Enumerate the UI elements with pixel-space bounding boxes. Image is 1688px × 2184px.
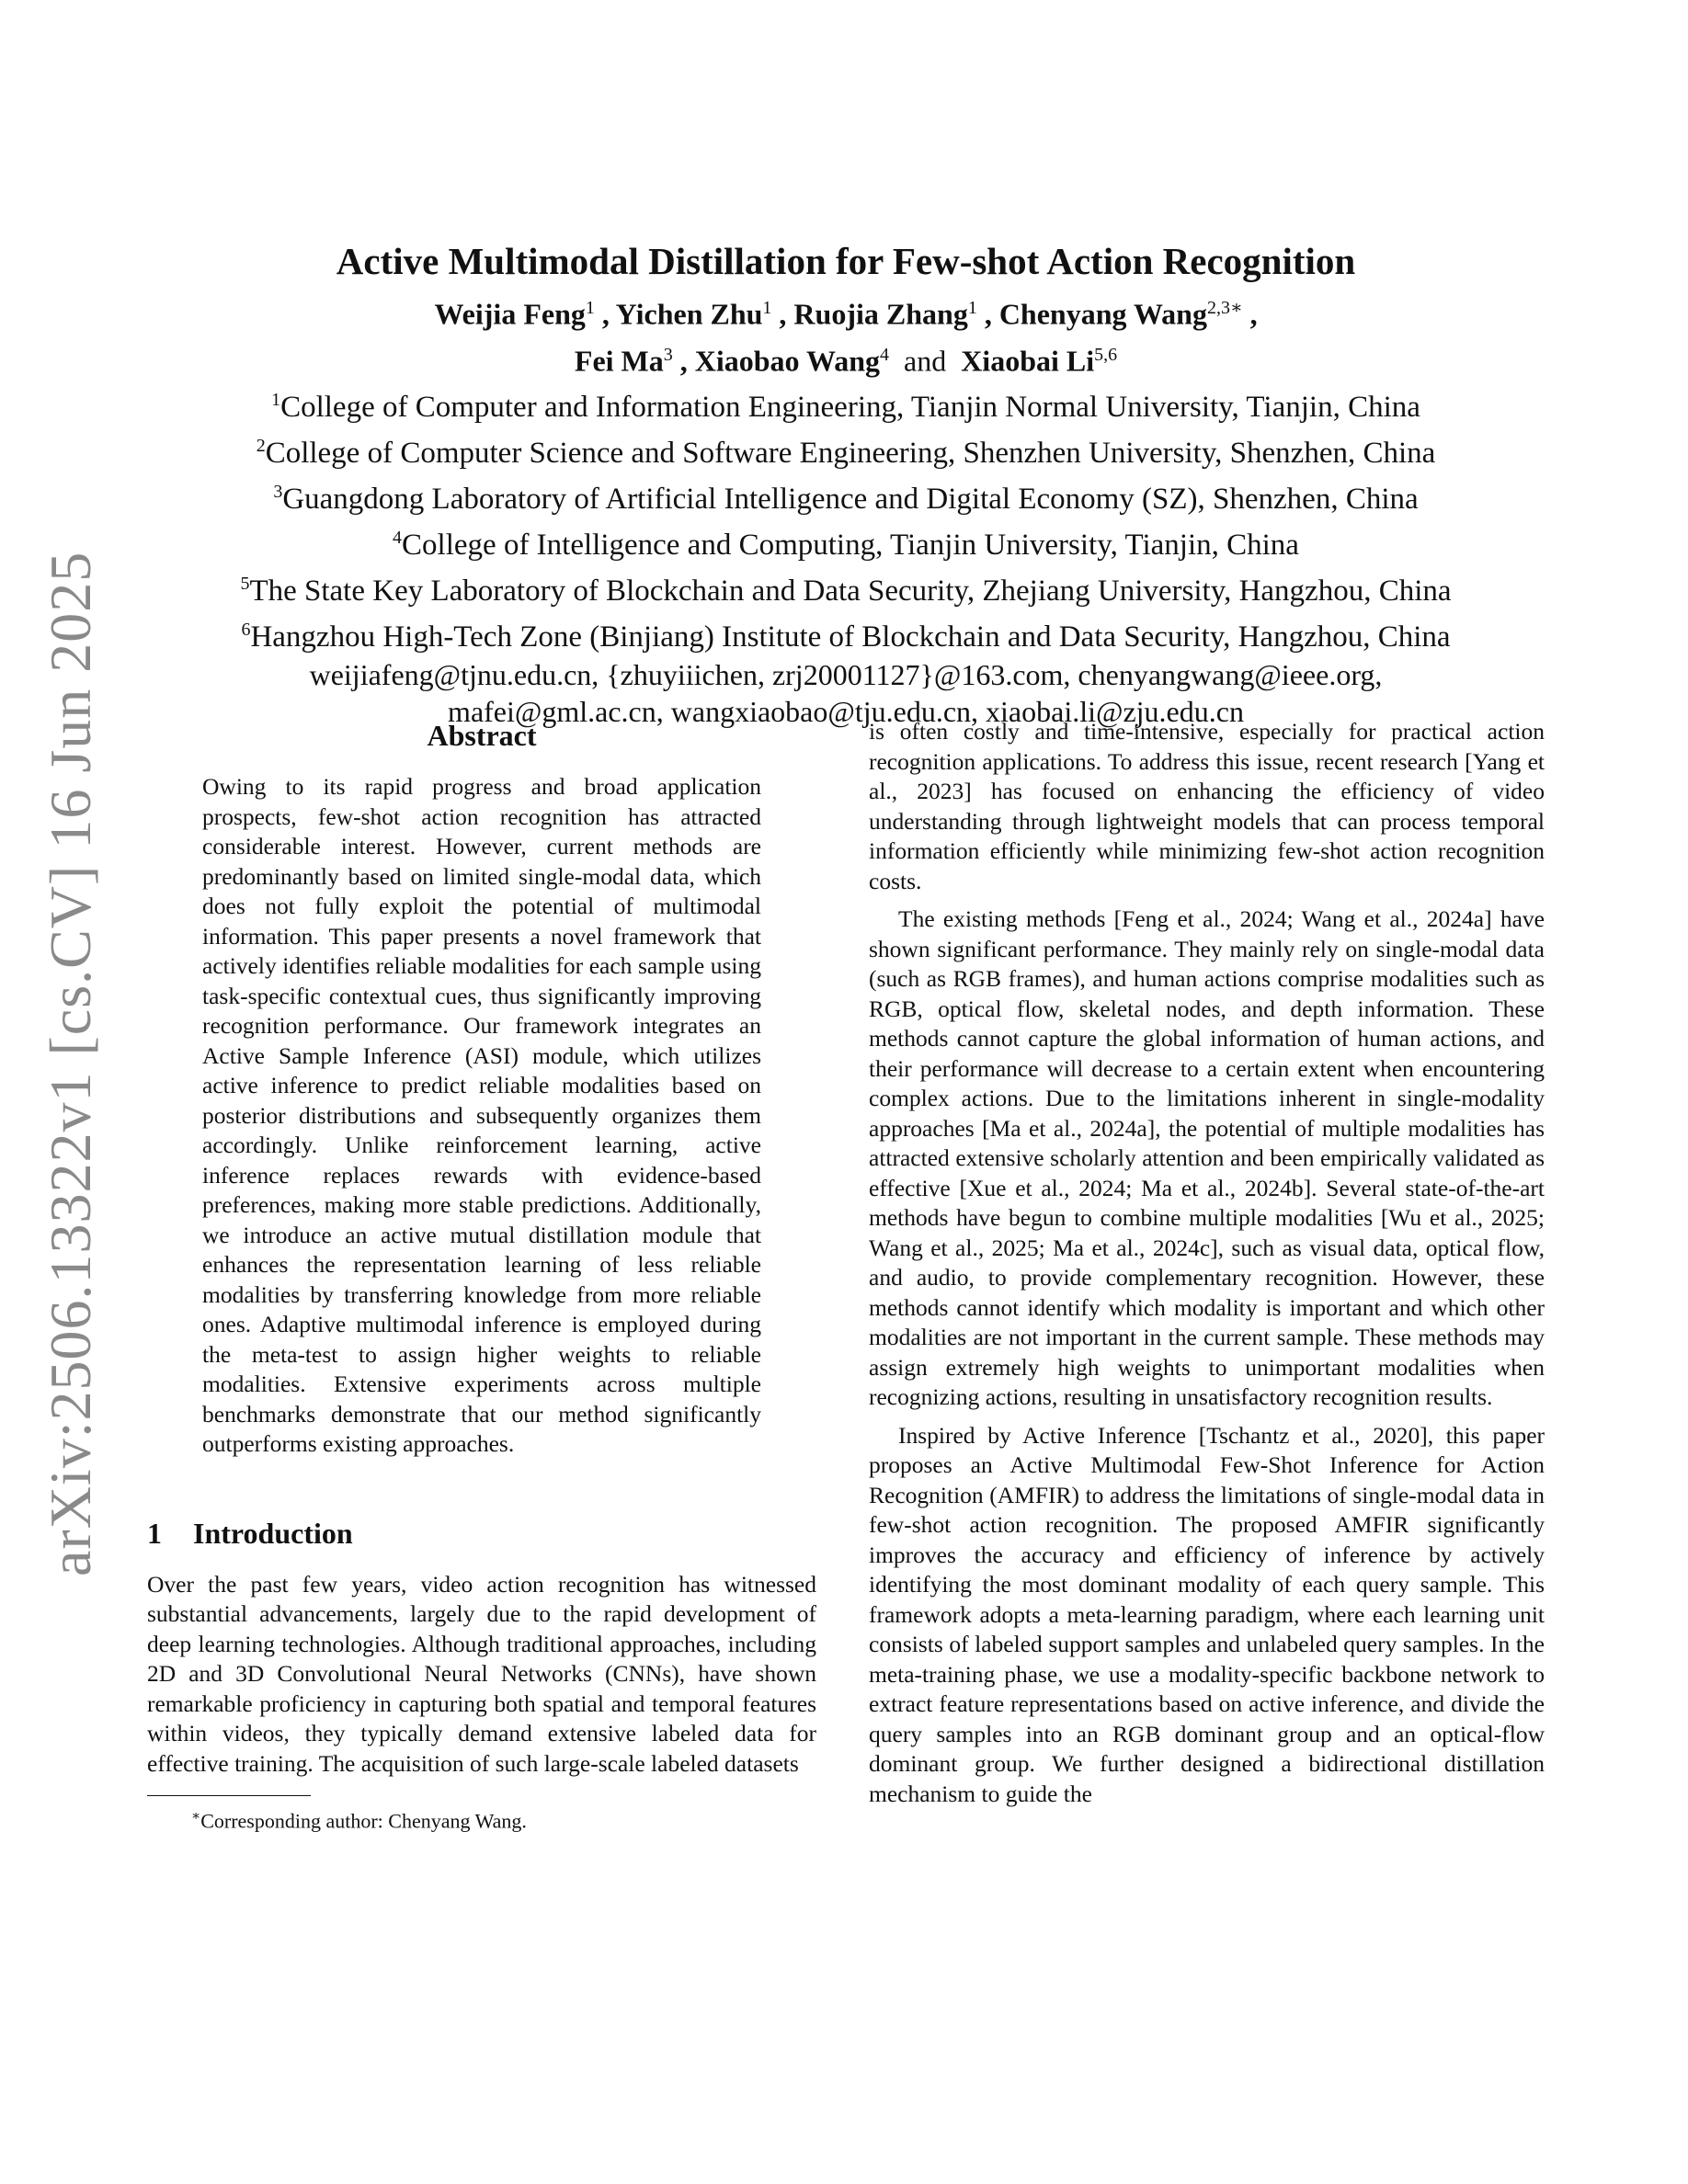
affiliation-text: Hangzhou High-Tech Zone (Binjiang) Institute of Blockchain and Data Security, Hangzhou, China xyxy=(250,620,1451,654)
affiliation-mark: 3 xyxy=(273,482,283,503)
abstract-heading: Abstract xyxy=(427,719,537,752)
section-title: Introduction xyxy=(193,1516,353,1550)
section-number: 1 xyxy=(147,1516,162,1550)
affiliation xyxy=(147,381,1545,427)
author-affil-mark: 2,3∗ xyxy=(1206,298,1243,318)
author-name: Weijia Feng xyxy=(434,297,586,331)
author-name: Fei Ma xyxy=(574,344,664,378)
paragraph: Inspired by Active Inference [Tschantz et al., 2020], this paper proposes an Active Multimodal Few-Shot Inference for Action Recognition (AMFIR) to address the limitations of single-modal data in few-shot action recognition. The proposed AMFIR significantly improves the accuracy and efficiency of inference by actively identifying the most dominant modality of each query sample. This framework adopts a meta-learning paradigm, where each learning unit consists of labeled support samples and unlabeled query samples. In the meta-training phase, we use a modality-specific backbone network to extract feature representations based on active inference, and divide the query samples into an RGB dominant group and an optical-flow dominant group. We further designed a bidirectional distillation mechanism to guide the xyxy=(869,1421,1545,1807)
left-column xyxy=(147,717,816,1834)
author-affil-mark: 1 xyxy=(762,298,772,318)
authors-and: and xyxy=(903,344,947,378)
paragraph: is often costly and time-intensive, especially for practical action recognition applications. To address this issue, recent research [Yang et al., 2023] has focused on enhancing the efficiency of video understanding through lightweight models that can process temporal information efficiently while minimizing few-shot action recognition costs. xyxy=(869,718,1545,894)
affiliation xyxy=(147,518,1545,564)
affiliation-mark: 5 xyxy=(240,574,250,595)
footnote-divider xyxy=(147,1795,311,1796)
affiliation xyxy=(147,472,1545,518)
affiliation xyxy=(147,564,1545,610)
abstract-text: Owing to its rapid progress and broad application prospects, few-shot action recognition has attracted considerable interest. However, current methods are predominantly based on limited single-modal data, which does not fully exploit the potential of multimodal information. This paper presents a novel framework that actively identifies reliable modalities for each sample using task-specific contextual cues, thus significantly improving recognition performance. Our framework integrates an Active Sample Inference (ASI) module, which utilizes active inference to predict reliable modalities based on posterior distributions and subsequently organizes them accordingly. Unlike reinforcement learning, active inference replaces rewards with evidence-based preferences, making more stable predictions. Additionally, we introduce an active mutual distillation module that enhances the representation learning of less reliable modalities by transferring knowledge from more reliable ones. Adaptive multimodal inference is employed during the meta-test to assign higher weights to reliable modalities. Extensive experiments across multiple benchmarks demonstrate that our method significantly outperforms existing approaches. xyxy=(202,773,761,1457)
footnote xyxy=(147,1803,816,1834)
affiliation-text: College of Computer and Information Engineering, Tianjin Normal University, Tianjin, China xyxy=(280,391,1420,425)
author-name: Ruojia Zhang xyxy=(793,297,968,331)
affiliation-text: Guangdong Laboratory of Artificial Intelligence and Digital Economy (SZ), Shenzhen, China xyxy=(282,483,1419,517)
affiliation-mark: 4 xyxy=(393,528,403,549)
affiliation-mark: 2 xyxy=(256,436,266,457)
affiliation-text: College of Intelligence and Computing, Tianjin University, Tianjin, China xyxy=(402,529,1299,563)
affiliation-mark: 6 xyxy=(241,620,251,641)
author-affil-mark: 4 xyxy=(879,344,889,365)
author-name: Yichen Zhu xyxy=(615,297,763,331)
author-name: Xiaobao Wang xyxy=(694,344,880,378)
affiliation-mark: 1 xyxy=(271,390,281,411)
affiliation xyxy=(147,610,1545,656)
paragraph: The existing methods [Feng et al., 2024; Wang et al., 2024a] have shown significant performance. They mainly rely on single-modal data (such as RGB frames), and human actions comprise modalities such as RGB, optical flow, skeletal nodes, and depth information. These methods cannot capture the global information of human actions, and their performance will decrease to a certain extent when encountering complex actions. Due to the limitations inherent in single-modality approaches [Ma et al., 2024a], the potential of multiple modalities has attracted extensive scholarly attention and been empirically validated as effective [Xue et al., 2024; Ma et al., 2024b]. Several state-of-the-art methods have begun to combine multiple modalities [Wu et al., 2025; Wang et al., 2025; Ma et al., 2024c], such as visual data, optical flow, and audio, to provide complementary recognition. However, these methods cannot identify which modality is important and which other modalities are not important in the current sample. These methods may assign extremely high weights to unimportant modalities when recognizing actions, resulting in unsatisfactory recognition results. xyxy=(869,905,1545,1410)
section-heading xyxy=(147,1515,816,1552)
affiliation-text: The State Key Laboratory of Blockchain and Data Security, Zhejiang University, Hangzhou, China xyxy=(249,574,1452,609)
footnote-mark: ∗ xyxy=(191,1809,201,1824)
paper-title: Active Multimodal Distillation for Few-shot Action Recognition xyxy=(336,240,1356,282)
authors-line-2: Fei Ma$^3$ , Xiaobao Wang$^4$ and Xiaobai Li$^{5,6}$ xyxy=(574,344,1118,378)
author-affil-mark: 3 xyxy=(663,344,673,365)
author-affil-mark: 5,6 xyxy=(1094,344,1118,365)
author-affil-mark: 1 xyxy=(585,298,595,318)
affiliation-text: College of Computer Science and Software Engineering, Shenzhen University, Shenzhen, China xyxy=(265,437,1436,471)
email-line: mafei@gml.ac.cn, wangxiaobao@tju.edu.cn, xiaobai.li@zju.edu.cn xyxy=(448,695,1244,729)
arxiv-identifier: arXiv:2506.13322v1 [cs.CV] 16 Jun 2025 xyxy=(38,551,103,1576)
paper-header xyxy=(147,234,1545,730)
authors-line-1: Weijia Feng$^1$ , Yichen Zhu$^1$ , Ruojia Zhang$^1$ , Chenyang Wang$^{2,3∗}$ , xyxy=(434,297,1258,331)
footnote-text: Corresponding author: Chenyang Wang. xyxy=(200,1809,527,1833)
right-column xyxy=(869,717,1545,1809)
author-name: Chenyang Wang xyxy=(998,297,1207,331)
affiliation xyxy=(147,427,1545,472)
email-line: weijiafeng@tjnu.edu.cn, {zhuyiiichen, zrj20001127}@163.com, chenyangwang@ieee.org, xyxy=(309,658,1383,692)
paragraph: Over the past few years, video action recognition has witnessed substantial advancements, largely due to the rapid development of deep learning technologies. Although traditional approaches, including 2D and 3D Convolutional Neural Networks (CNNs), have shown remarkable proficiency in capturing both spatial and temporal features within videos, they typically demand extensive labeled data for effective training. The acquisition of such large-scale labeled datasets xyxy=(147,1570,816,1777)
author-name: Xiaobai Li xyxy=(961,344,1095,378)
author-affil-mark: 1 xyxy=(967,298,977,318)
